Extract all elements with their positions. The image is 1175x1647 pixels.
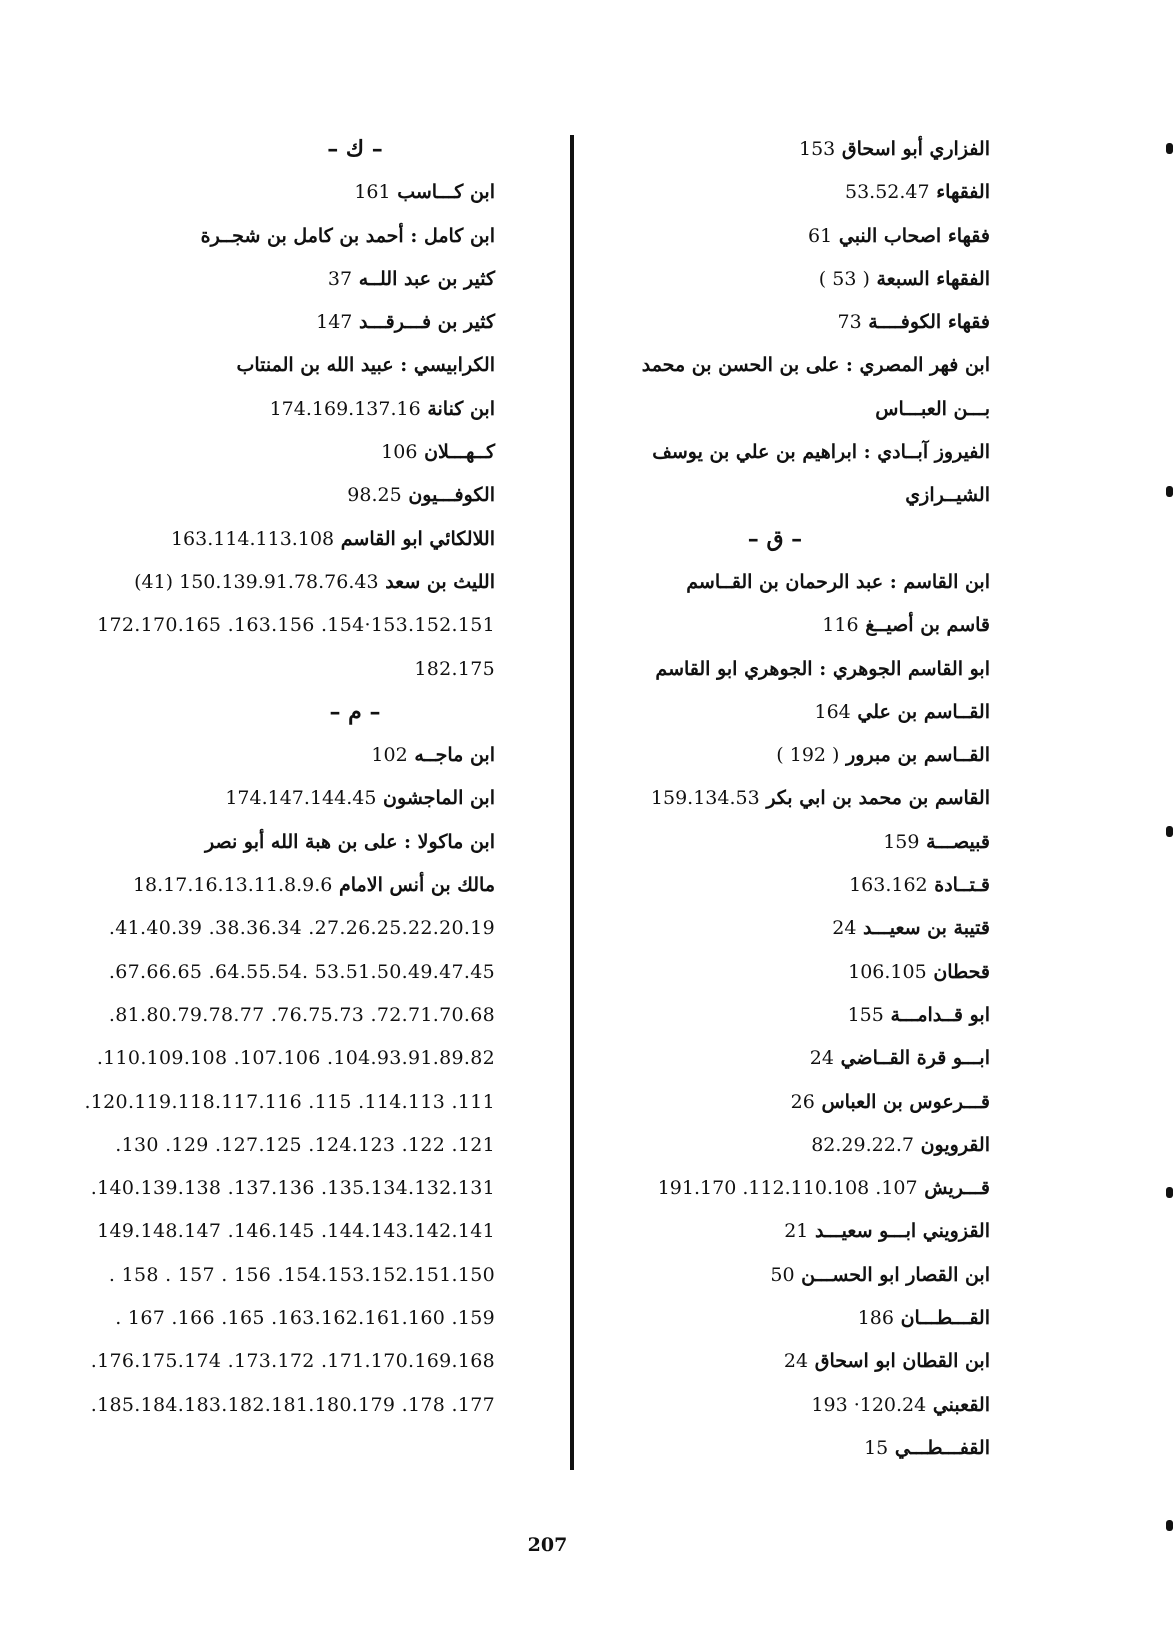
entry-name: القفـــطـــي <box>894 1436 990 1459</box>
entry-page-numbers: 186 <box>857 1307 894 1330</box>
page-number: 207 <box>527 1534 568 1556</box>
index-entry <box>620 388 990 431</box>
entry-page-numbers: 174.147.144.45 <box>225 787 377 810</box>
entry-name: الشيــرازي <box>905 484 990 507</box>
index-entry <box>620 1384 990 1427</box>
index-entry <box>620 821 990 864</box>
entry-page-numbers: 163.162 <box>849 874 928 897</box>
entry-page-numbers: 159.134.53 <box>650 787 760 810</box>
entry-page-numbers: 149.148.147 .146.145 .144.143.142.141 <box>97 1220 495 1243</box>
entry-name: قحطان <box>933 960 990 983</box>
entry-page-numbers: . 158 . 157 . 156 .154.153.152.151.150 <box>108 1263 495 1286</box>
index-entry <box>620 258 990 301</box>
index-entry <box>115 561 495 604</box>
entry-page-numbers: 26 <box>790 1090 815 1113</box>
index-entry <box>620 431 990 474</box>
index-continuation <box>115 1297 495 1340</box>
index-entry <box>620 128 990 171</box>
entry-page-numbers: 21 <box>784 1220 809 1243</box>
margin-mark <box>1166 143 1173 154</box>
index-entry <box>115 344 495 387</box>
entry-name: كــهـــلان <box>424 441 495 464</box>
index-continuation <box>84 1081 495 1124</box>
entry-page-numbers: 82.29.22.7 <box>811 1133 914 1156</box>
index-continuation <box>97 604 495 647</box>
index-continuation <box>90 1167 495 1210</box>
margin-mark <box>1166 486 1173 497</box>
column-divider <box>570 135 574 1470</box>
entry-name: الفيروز آبــادي : ابراهيم بن علي بن يوسف <box>652 441 990 464</box>
index-entry <box>115 777 495 820</box>
entry-name: ابن الماجشون <box>383 787 495 810</box>
entry-page-numbers: 24 <box>832 917 857 940</box>
index-entry <box>620 171 990 214</box>
index-entry <box>620 1427 990 1470</box>
index-entry <box>620 1167 990 1210</box>
index-entry <box>620 561 990 604</box>
index-entry <box>620 691 990 734</box>
index-entry <box>620 301 990 344</box>
entry-page-numbers: 24 <box>783 1350 809 1373</box>
entry-page-numbers: 53.52.47 <box>844 181 930 204</box>
index-entry <box>620 215 990 258</box>
entry-name: ابن ماكولا : على بن هبة الله أبو نصر <box>205 830 495 853</box>
entry-name: القرويون <box>920 1133 990 1156</box>
index-entry <box>620 951 990 994</box>
entry-name: اللالكائي ابو القاسم <box>340 527 495 550</box>
entry-name: كثير بن عبد اللــه <box>358 267 495 290</box>
entry-page-numbers: 106 <box>381 441 418 464</box>
index-entry <box>620 864 990 907</box>
entry-page-numbers: 161 <box>354 181 391 204</box>
entry-page-numbers: 164 <box>814 700 851 723</box>
entry-name: ابن كـــاسب <box>397 181 495 204</box>
entry-name: الكرابيسي : عبيد الله بن المنتاب <box>236 354 495 377</box>
entry-name: الفقهاء السبعة <box>876 267 990 290</box>
index-continuation <box>115 1124 495 1167</box>
entry-name: بـــن العبـــاس <box>875 397 990 420</box>
entry-page-numbers: 61 <box>808 224 833 247</box>
index-entry <box>115 301 495 344</box>
index-entry <box>620 777 990 820</box>
entry-page-numbers: 15 <box>864 1436 889 1459</box>
index-entry <box>620 994 990 1037</box>
entry-page-numbers: .176.175.174 .173.172 .171.170.169.168 <box>90 1350 495 1373</box>
entry-name: ابـــو قرة القــاضي <box>840 1047 990 1070</box>
entry-page-numbers: .140.139.138 .137.136 .135.134.132.131 <box>90 1177 495 1200</box>
index-column-left <box>84 128 495 1427</box>
entry-page-numbers: 153 <box>799 138 836 160</box>
index-entry <box>115 431 495 474</box>
entry-page-numbers: 191.170 .112.110.108 .107 <box>657 1177 918 1200</box>
index-entry <box>620 1340 990 1383</box>
index-entry <box>620 907 990 950</box>
index-entry <box>115 821 495 864</box>
entry-page-numbers: 98.25 <box>347 484 402 507</box>
index-entry <box>115 258 495 301</box>
index-entry <box>115 388 495 431</box>
entry-page-numbers: 116 <box>822 614 859 637</box>
entry-name: مالك بن أنس الامام <box>339 874 495 897</box>
entry-name: قتيبة بن سعيـــد <box>863 917 990 940</box>
entry-page-numbers: 147 <box>316 311 353 334</box>
index-continuation <box>96 1037 495 1080</box>
entry-page-numbers: ( 53 ) <box>818 267 870 290</box>
index-entry <box>620 1037 990 1080</box>
entry-page-numbers: .110.109.108 .107.106 .104.93.91.89.82 <box>96 1047 495 1070</box>
entry-name: القاسم بن محمد بن ابي بكر <box>766 787 990 810</box>
index-continuation <box>97 1210 495 1253</box>
entry-page-numbers: . 167 .166 .165 .163.162.161.160 .159 <box>115 1307 495 1330</box>
section-heading: – ق – <box>747 525 803 552</box>
entry-page-numbers: .130 .129 .127.125 .124.123 .122 .121 <box>115 1133 495 1156</box>
entry-page-numbers: ( 192 ) <box>776 744 840 767</box>
index-entry <box>115 518 495 561</box>
entry-name: القــاسم بن علي <box>857 700 990 723</box>
entry-name: القـــطـــان <box>900 1307 990 1330</box>
entry-name: ابن القصار ابو الحســـن <box>801 1263 990 1286</box>
entry-page-numbers: 174.169.137.16 <box>269 397 421 420</box>
entry-page-numbers: 73 <box>837 311 862 334</box>
entry-name: ابن القطان ابو اسحاق <box>814 1350 990 1373</box>
index-continuation <box>90 1384 495 1427</box>
index-entry <box>620 474 990 517</box>
entry-name: قاسم بن أصيــغ <box>865 614 990 637</box>
entry-page-numbers: 106.105 <box>848 960 927 983</box>
entry-name: قـــريش <box>924 1177 990 1200</box>
entry-name: ابن كنانة <box>427 397 495 420</box>
margin-mark <box>1166 1187 1173 1198</box>
entry-name: ابن فهر المصري : على بن الحسن بن محمد <box>641 354 990 377</box>
index-continuation <box>108 994 495 1037</box>
index-entry <box>620 1210 990 1253</box>
entry-name: ابن القاسم : عبد الرحمان بن القــاسم <box>686 570 990 593</box>
entry-name: فقهاء اصحاب النبي <box>838 224 990 247</box>
entry-page-numbers: 18.17.16.13.11.8.9.6 <box>132 874 333 897</box>
margin-mark <box>1166 1520 1173 1531</box>
entry-name: قـــرعوس بن العباس <box>821 1090 990 1113</box>
entry-page-numbers: 193 ·120.24 <box>811 1393 927 1416</box>
entry-name: الكوفـــيون <box>408 484 495 507</box>
entry-page-numbers: 37 <box>327 267 353 290</box>
entry-name: ابو القاسم الجوهري : الجوهري ابو القاسم <box>655 657 990 680</box>
index-entry <box>115 864 495 907</box>
entry-name: قـتــادة <box>934 874 990 897</box>
entry-name: الفزاري أبو اسحاق <box>841 138 990 160</box>
index-continuation <box>108 907 495 950</box>
index-entry <box>620 1081 990 1124</box>
index-continuation <box>115 648 495 691</box>
index-entry <box>115 474 495 517</box>
entry-page-numbers: 172.170.165 .163.156 .154·153.152.151 <box>97 614 495 637</box>
entry-name: فقهاء الكوفــــة <box>868 311 990 334</box>
index-continuation <box>90 1340 495 1383</box>
section-heading: – ك – <box>327 136 383 162</box>
index-entry <box>620 604 990 647</box>
index-column-right <box>620 128 990 1470</box>
entry-page-numbers: .41.40.39 .38.36.34 .27.26.25.22.20.19 <box>108 917 495 940</box>
entry-name: القعبني <box>932 1393 990 1416</box>
section-heading: – م – <box>329 698 381 725</box>
index-entry <box>620 344 990 387</box>
index-entry <box>620 734 990 777</box>
entry-page-numbers: 159 <box>883 830 920 853</box>
entry-page-numbers: .120.119.118.117.116 .115 .114.113 .111 <box>84 1090 495 1113</box>
entry-page-numbers: .81.80.79.78.77 .76.75.73 .72.71.70.68 <box>108 1003 495 1026</box>
index-continuation <box>108 951 495 994</box>
entry-name: الفقهاء <box>936 181 990 204</box>
entry-page-numbers: (41) 150.139.91.78.76.43 <box>134 570 379 593</box>
entry-page-numbers: .185.184.183.182.181.180.179 .178 .177 <box>90 1393 495 1416</box>
entry-name: ابن كامل : أحمد بن كامل بن شجــرة <box>200 224 495 247</box>
index-entry <box>620 1124 990 1167</box>
index-entry <box>620 648 990 691</box>
index-entry <box>115 171 495 214</box>
entry-page-numbers: 155 <box>847 1003 884 1026</box>
entry-name: كثير بن فـــرقـــد <box>359 311 495 334</box>
index-continuation <box>108 1254 495 1297</box>
entry-name: ابن ماجــه <box>414 744 495 767</box>
margin-mark <box>1166 826 1173 837</box>
entry-page-numbers: 182.175 <box>414 657 495 680</box>
entry-page-numbers: .67.66.65 .64.55.54. 53.51.50.49.47.45 <box>108 960 495 983</box>
entry-page-numbers: 50 <box>770 1263 795 1286</box>
index-entry <box>620 1297 990 1340</box>
entry-page-numbers: 102 <box>371 744 408 767</box>
index-entry <box>115 215 495 258</box>
entry-name: ابو قــدامـــة <box>890 1003 990 1026</box>
entry-name: القــاسم بن مبرور <box>846 744 990 767</box>
entry-page-numbers: 163.114.113.108 <box>170 527 335 550</box>
index-entry <box>620 1254 990 1297</box>
entry-page-numbers: 24 <box>809 1047 834 1070</box>
entry-name: القزويني ابـــو سعيـــد <box>815 1220 990 1243</box>
index-entry <box>115 734 495 777</box>
entry-name: الليث بن سعد <box>385 570 495 593</box>
entry-name: قبيصـــة <box>926 830 990 853</box>
